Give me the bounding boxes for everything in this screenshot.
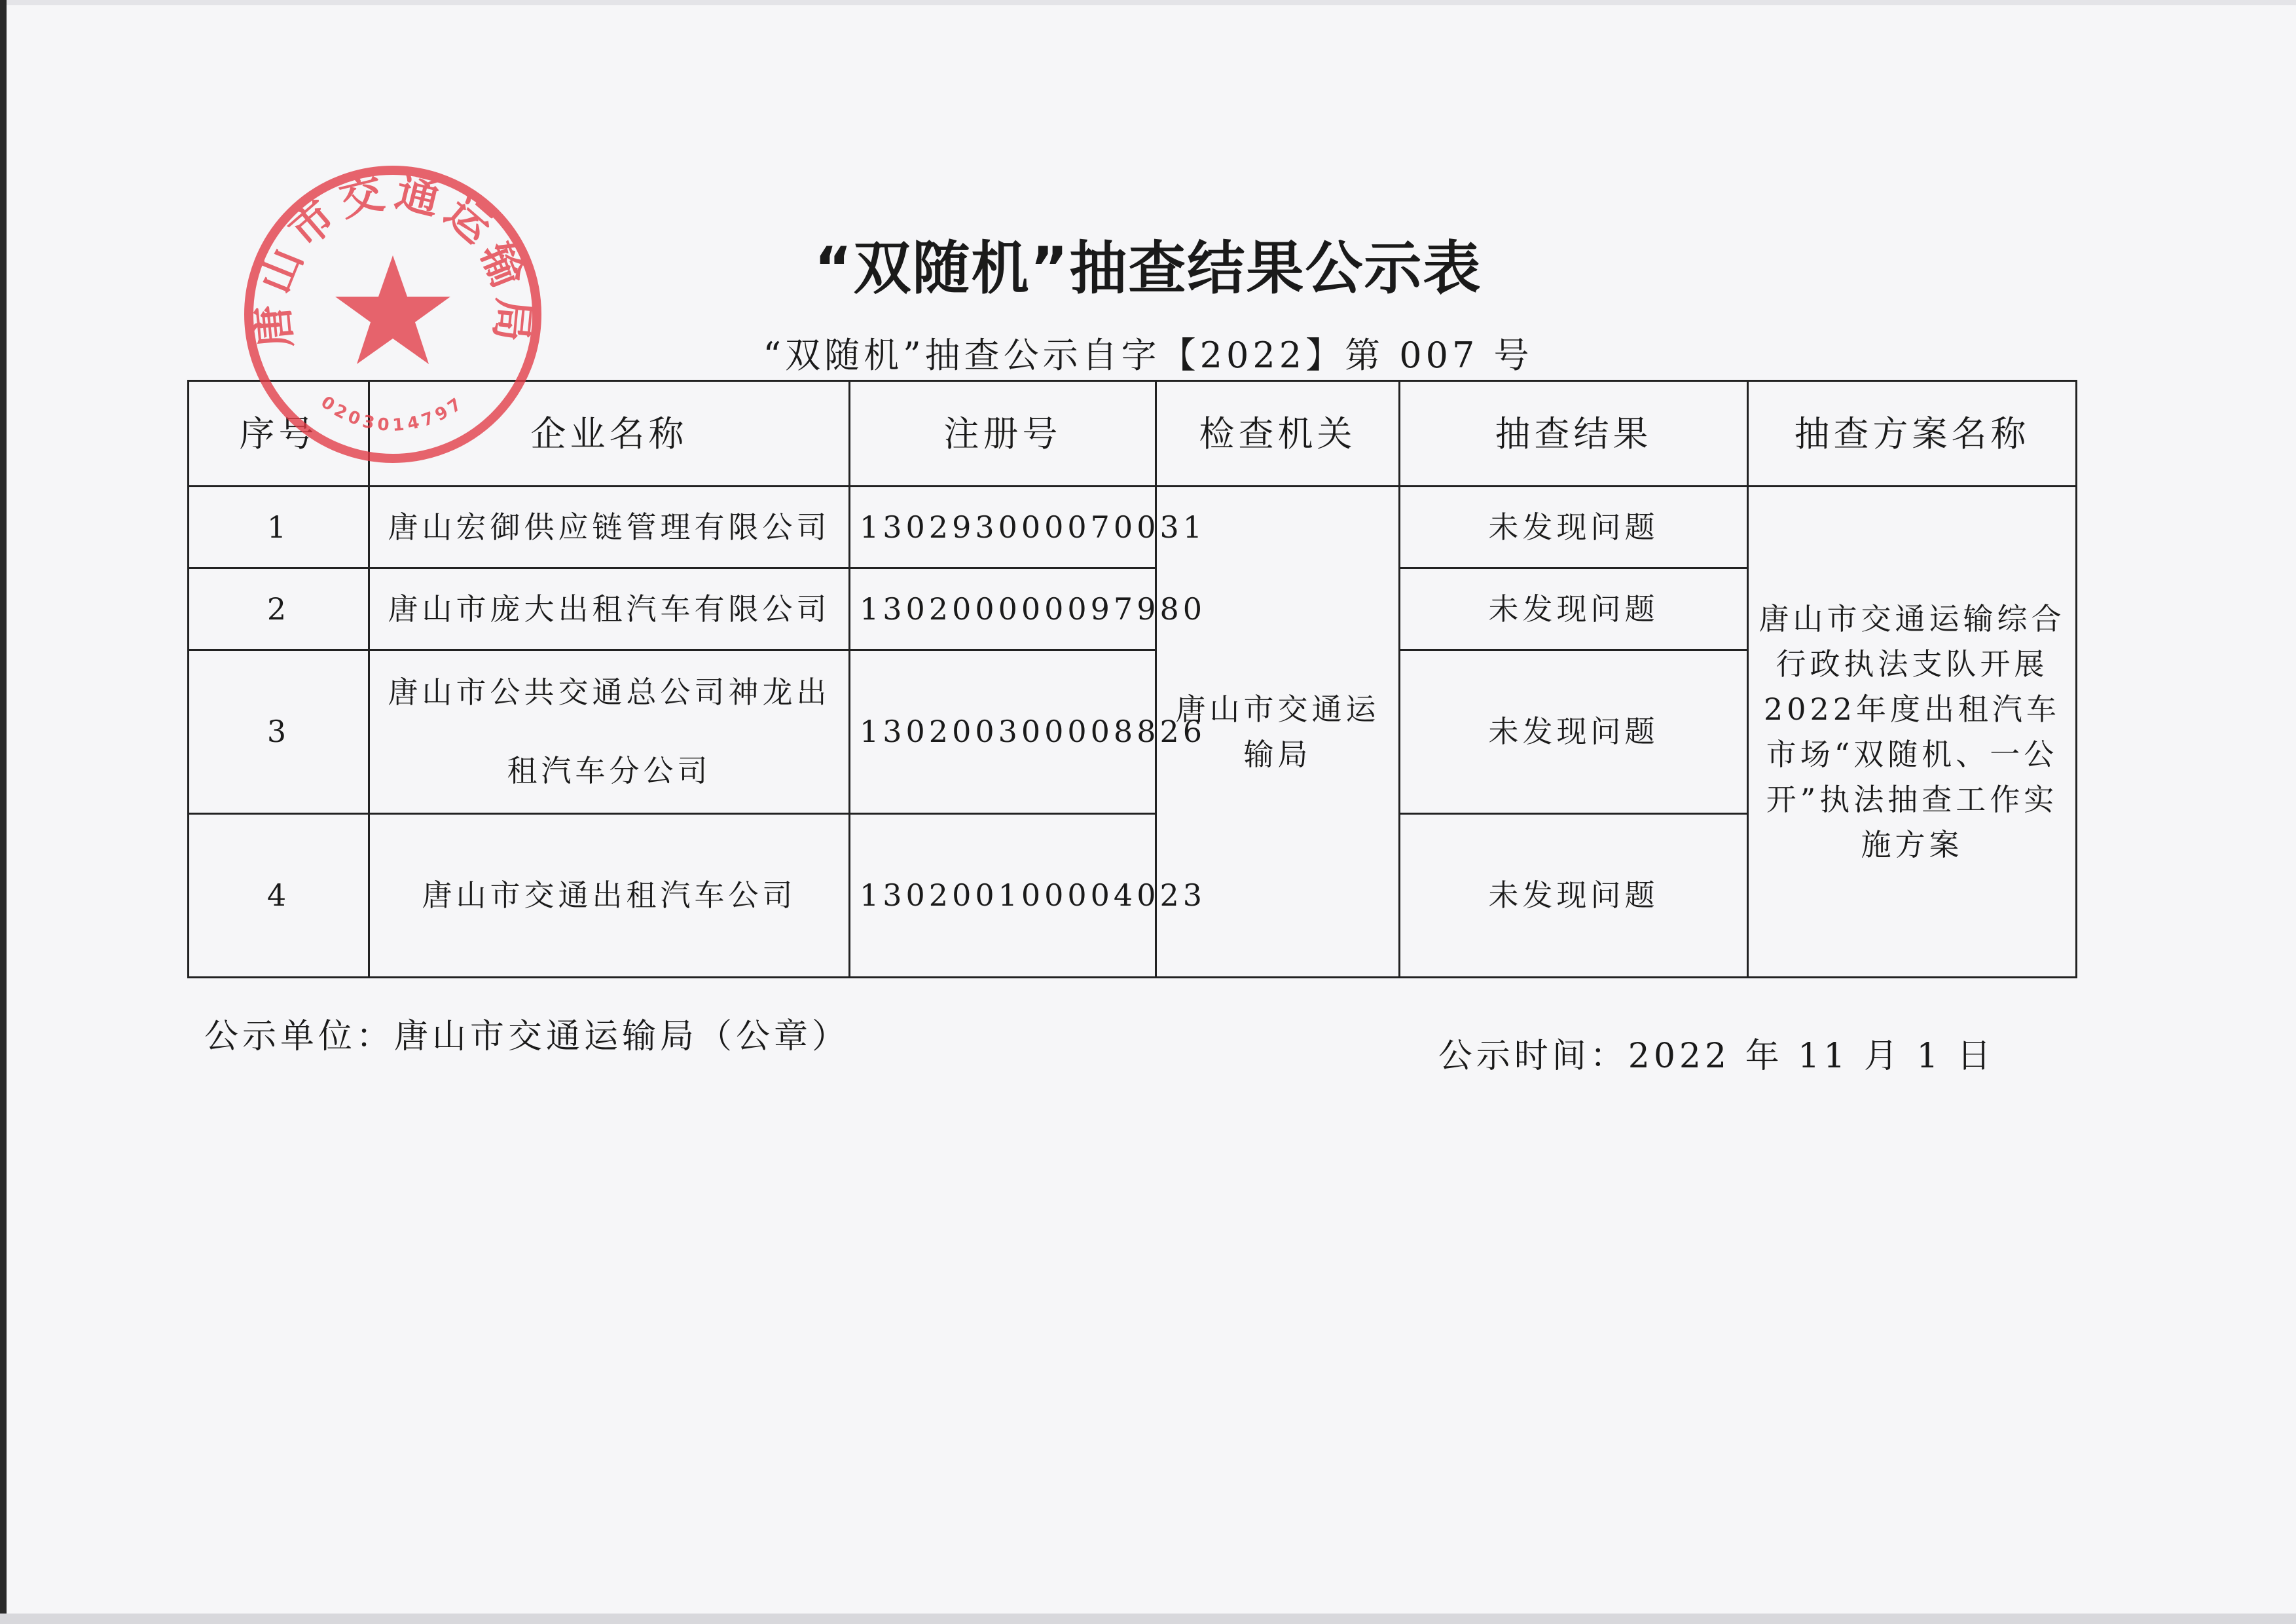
- document-title: “双随机”抽查结果公示表: [814, 234, 1482, 302]
- header-plan: 抽查方案名称: [1748, 381, 2077, 487]
- scan-edge-top: [0, 0, 2296, 5]
- table-row: [189, 487, 2077, 568]
- header-index: 序号: [189, 381, 369, 487]
- row-reg-no: 130293000070031: [850, 487, 1156, 568]
- row-reg-no: 130200300008826: [850, 650, 1156, 814]
- row-company: 唐山市公共交通总公司神龙出租汽车分公司: [369, 650, 850, 814]
- row-reg-no: 130200100004023: [850, 814, 1156, 978]
- row-index: 3: [189, 650, 369, 814]
- plan-name-cell: 唐山市交通运输综合行政执法支队开展2022年度出租汽车市场“双随机、一公开”执法抽查工作实施方案: [1748, 487, 2077, 978]
- row-result: 未发现问题: [1400, 814, 1748, 978]
- row-index: 2: [189, 568, 369, 650]
- publishing-date: 公示时间：2022 年 11 月 1 日: [1438, 1037, 1995, 1076]
- row-index: 4: [189, 814, 369, 978]
- scan-edge-bottom: [0, 1614, 2296, 1624]
- official-seal-icon: [236, 157, 550, 471]
- row-company: 唐山市交通出租汽车公司: [369, 814, 850, 978]
- seal-text: 唐山市交通运输局: [246, 165, 539, 350]
- seal-star: [335, 255, 450, 364]
- row-company: 唐山宏御供应链管理有限公司: [369, 487, 850, 568]
- publishing-unit: 公示单位：唐山市交通运输局（公章）: [204, 1017, 850, 1056]
- row-company: 唐山市庞大出租汽车有限公司: [369, 568, 850, 650]
- row-result: 未发现问题: [1400, 487, 1748, 568]
- header-reg-no: 注册号: [850, 381, 1156, 487]
- header-authority: 检查机关: [1156, 381, 1400, 487]
- seal-code: 0203014797: [317, 392, 469, 436]
- row-result: 未发现问题: [1400, 568, 1748, 650]
- document-number: “双随机”抽查公示自字【2022】第 007 号: [763, 335, 1533, 376]
- header-result: 抽查结果: [1400, 381, 1748, 487]
- row-result: 未发现问题: [1400, 650, 1748, 814]
- authority-cell: 唐山市交通运输局: [1156, 487, 1400, 978]
- header-company: 企业名称: [369, 381, 850, 487]
- row-reg-no: 130200000097980: [850, 568, 1156, 650]
- row-index: 1: [189, 487, 369, 568]
